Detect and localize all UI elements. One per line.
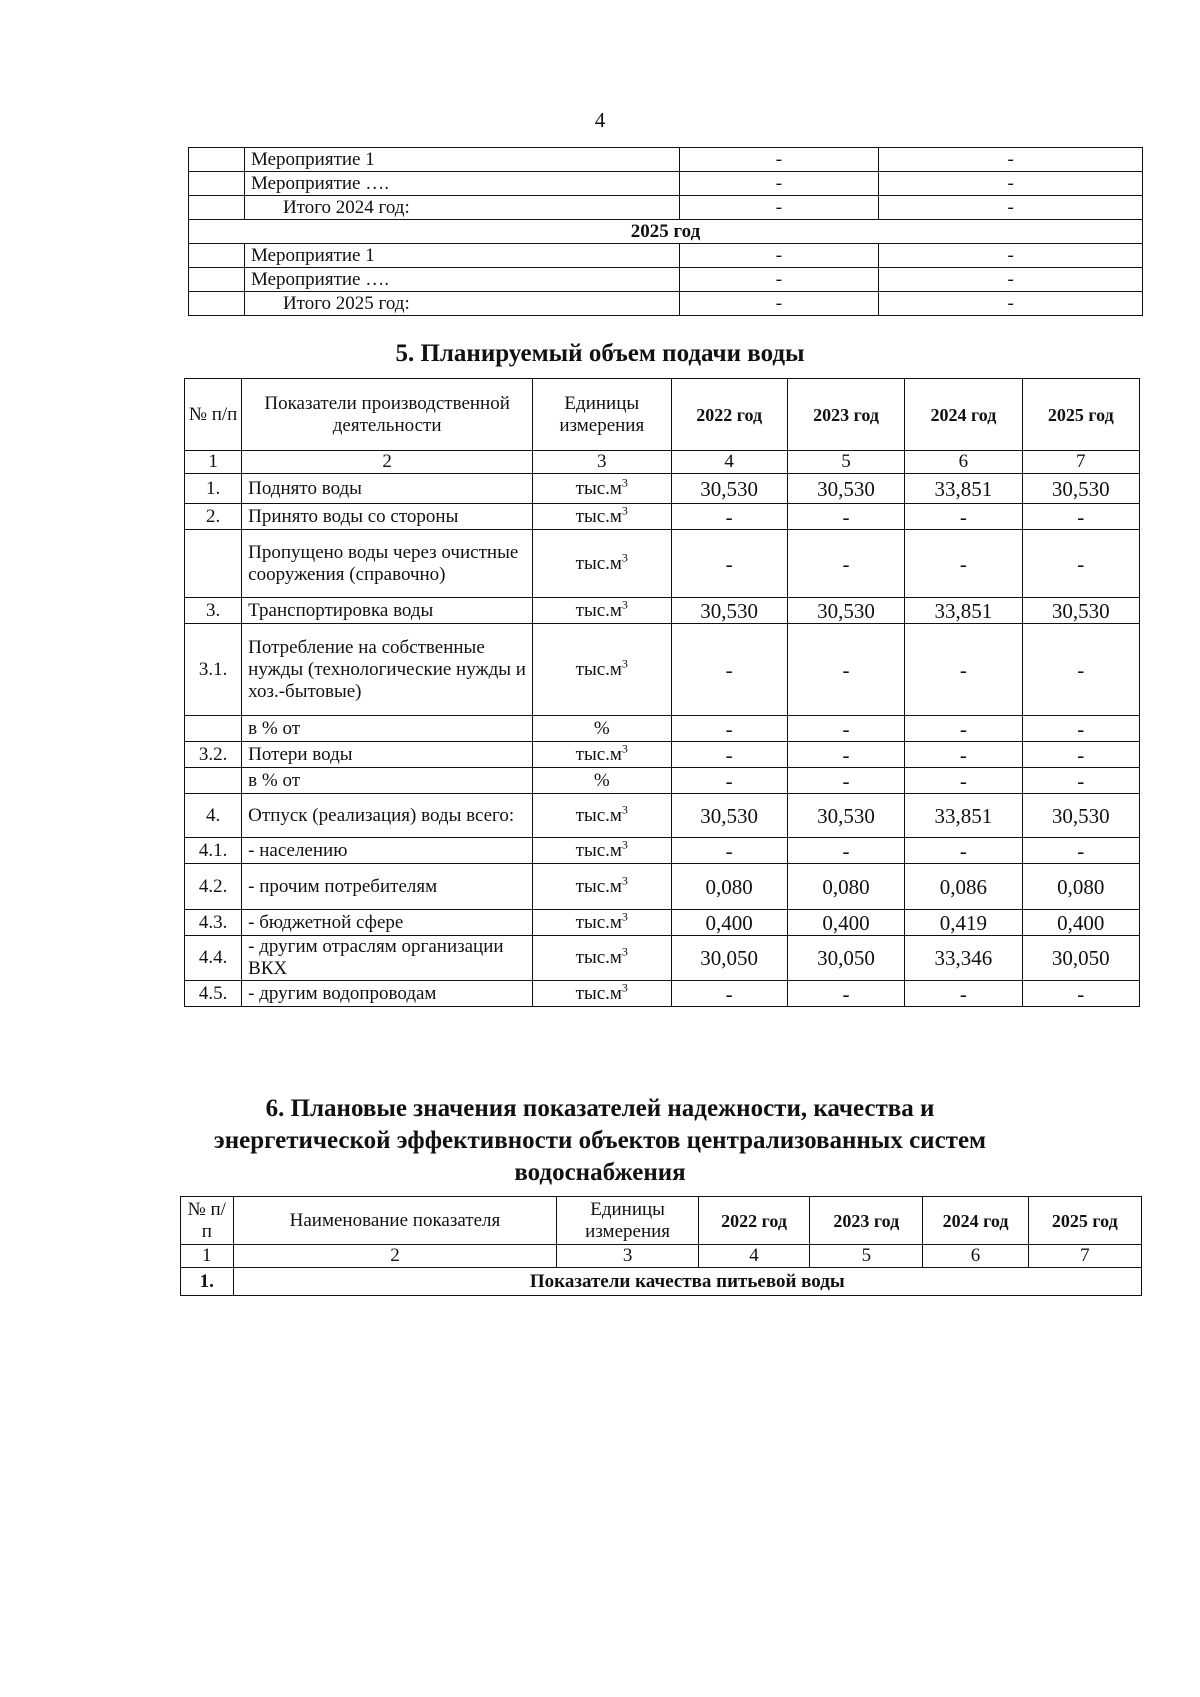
unit-cell	[533, 742, 671, 768]
value-2025: -	[1022, 981, 1139, 1007]
table-row	[185, 910, 1140, 936]
row-number: 3.1.	[185, 624, 242, 716]
section6-title-line1: 6. Плановые значения показателей надежности, качества и	[265, 1095, 935, 1122]
col-header-number: № п/п	[185, 379, 242, 451]
indicator-name: - другим отраслям организации ВКХ	[242, 936, 533, 981]
col-header-2024: 2024 год	[905, 379, 1022, 451]
unit-exponent: 3	[621, 909, 628, 924]
event-value: -	[679, 148, 879, 172]
indicators-table	[180, 1196, 1142, 1296]
row-number: 4.3.	[185, 910, 242, 936]
unit-cell	[533, 768, 671, 794]
event-label: Мероприятие ….	[244, 268, 679, 292]
col-header-2025: 2025 год	[1022, 379, 1139, 451]
col-header-unit: Единицы измерения	[533, 379, 671, 451]
value-2022: -	[671, 768, 787, 794]
indicator-name: Транспортировка воды	[242, 598, 533, 624]
value-2024: 33,851	[905, 794, 1022, 838]
row-number-empty	[189, 268, 245, 292]
col-header-2024: 2024 год	[923, 1197, 1028, 1245]
value-2023: 0,400	[787, 910, 904, 936]
indicator-name: Пропущено воды через очистные сооружения (справочно)	[242, 530, 533, 598]
value-2025: 0,080	[1022, 864, 1139, 910]
col-number: 2	[242, 451, 533, 474]
row-number: 4.	[185, 794, 242, 838]
value-2023: 30,530	[787, 474, 904, 504]
unit-exponent: 3	[621, 980, 628, 995]
unit-cell	[533, 910, 671, 936]
value-2025: 30,530	[1022, 794, 1139, 838]
col-header-unit: Единицы измерения	[557, 1197, 699, 1245]
row-number	[185, 716, 242, 742]
table-row	[185, 936, 1140, 981]
value-2025: 30,530	[1022, 598, 1139, 624]
column-number-row	[185, 451, 1140, 474]
unit-cell	[533, 838, 671, 864]
table-row	[189, 244, 1143, 268]
value-2023: 30,530	[787, 794, 904, 838]
unit-cell	[533, 936, 671, 981]
value-2024: -	[905, 838, 1022, 864]
table-row	[185, 504, 1140, 530]
unit-label: тыс.м	[575, 599, 622, 621]
value-2022: -	[671, 530, 787, 598]
table-row	[181, 1268, 1142, 1296]
row-number: 1.	[185, 474, 242, 504]
value-2024: 33,851	[905, 598, 1022, 624]
row-number-empty	[189, 148, 245, 172]
table-row	[185, 794, 1140, 838]
value-2025: 30,050	[1022, 936, 1139, 981]
row-number: 3.	[185, 598, 242, 624]
event-label: Итого 2024 год:	[244, 196, 679, 220]
header-row	[185, 379, 1140, 451]
value-2022: -	[671, 504, 787, 530]
col-number: 7	[1022, 451, 1139, 474]
table-row	[185, 838, 1140, 864]
event-value: -	[679, 268, 879, 292]
col-number: 5	[787, 451, 904, 474]
col-header-indicator: Показатели производственной деятельности	[242, 379, 533, 451]
table-row	[189, 292, 1143, 316]
value-2023: -	[787, 716, 904, 742]
col-header-number: № п/п	[181, 1197, 234, 1245]
value-2023: -	[787, 768, 904, 794]
page-number: 4	[594, 108, 606, 132]
event-value: -	[879, 196, 1143, 220]
table-row	[185, 598, 1140, 624]
value-2023: 0,080	[787, 864, 904, 910]
value-2022: -	[671, 981, 787, 1007]
row-number	[185, 530, 242, 598]
value-2023: -	[787, 624, 904, 716]
row-number-empty	[189, 292, 245, 316]
table-row	[189, 148, 1143, 172]
value-2022: 30,530	[671, 474, 787, 504]
value-2022: -	[671, 716, 787, 742]
event-label: Мероприятие 1	[244, 244, 679, 268]
indicator-name: - прочим потребителям	[242, 864, 533, 910]
value-2025: 30,530	[1022, 474, 1139, 504]
value-2025: -	[1022, 624, 1139, 716]
value-2023: -	[787, 530, 904, 598]
year-header: 2025 год	[189, 220, 1143, 244]
value-2024: -	[905, 624, 1022, 716]
value-2024: -	[905, 742, 1022, 768]
unit-label: тыс.м	[575, 658, 622, 680]
event-label: Итого 2025 год:	[244, 292, 679, 316]
section5-title: 5. Планируемый объем подачи воды	[395, 340, 805, 367]
value-2023: 30,530	[787, 598, 904, 624]
col-number: 2	[233, 1245, 557, 1268]
unit-exponent: 3	[621, 656, 628, 671]
row-number	[185, 768, 242, 794]
unit-cell	[533, 598, 671, 624]
table-row	[185, 768, 1140, 794]
row-number-empty	[189, 244, 245, 268]
value-2025: -	[1022, 838, 1139, 864]
table-row	[185, 474, 1140, 504]
col-header-2022: 2022 год	[698, 1197, 809, 1245]
event-value: -	[879, 268, 1143, 292]
value-2022: 30,530	[671, 598, 787, 624]
value-2023: -	[787, 504, 904, 530]
indicator-name: - другим водопроводам	[242, 981, 533, 1007]
unit-cell	[533, 794, 671, 838]
unit-cell	[533, 474, 671, 504]
row-number: 4.1.	[185, 838, 242, 864]
table-row	[185, 530, 1140, 598]
value-2024: 0,419	[905, 910, 1022, 936]
indicator-name: Отпуск (реализация) воды всего:	[242, 794, 533, 838]
unit-cell	[533, 864, 671, 910]
indicator-name: Потери воды	[242, 742, 533, 768]
value-2022: 30,050	[671, 936, 787, 981]
col-header-2025: 2025 год	[1028, 1197, 1141, 1245]
event-value: -	[679, 244, 879, 268]
col-header-2023: 2023 год	[787, 379, 904, 451]
unit-label: тыс.м	[575, 552, 622, 574]
unit-exponent: 3	[621, 475, 628, 490]
row-number: 4.2.	[185, 864, 242, 910]
table-row	[185, 624, 1140, 716]
unit-label: тыс.м	[575, 982, 622, 1004]
unit-exponent: 3	[621, 597, 628, 612]
col-number: 3	[533, 451, 671, 474]
event-value: -	[679, 196, 879, 220]
unit-label: тыс.м	[575, 804, 622, 826]
col-number: 7	[1028, 1245, 1141, 1268]
table-row	[185, 864, 1140, 910]
col-header-indicator-name: Наименование показателя	[233, 1197, 557, 1245]
unit-label: тыс.м	[575, 947, 622, 968]
unit-exponent: 3	[621, 741, 628, 756]
unit-cell	[533, 530, 671, 598]
row-number: 4.4.	[185, 936, 242, 981]
unit-cell	[533, 504, 671, 530]
indicator-name: Принято воды со стороны	[242, 504, 533, 530]
value-2024: -	[905, 530, 1022, 598]
event-value: -	[879, 244, 1143, 268]
unit-exponent: 3	[621, 550, 628, 565]
value-2025: -	[1022, 504, 1139, 530]
group-header-drinking-water-quality: Показатели качества питьевой воды	[233, 1268, 1141, 1296]
value-2025: -	[1022, 742, 1139, 768]
col-number: 1	[181, 1245, 234, 1268]
unit-label: %	[593, 769, 610, 791]
events-table	[188, 147, 1143, 316]
event-value: -	[679, 172, 879, 196]
unit-label: тыс.м	[575, 911, 622, 933]
value-2023: -	[787, 742, 904, 768]
value-2024: -	[905, 504, 1022, 530]
row-number: 2.	[185, 504, 242, 530]
unit-label: тыс.м	[575, 505, 622, 527]
value-2022: 30,530	[671, 794, 787, 838]
indicator-name: в % от	[242, 716, 533, 742]
table-row	[185, 981, 1140, 1007]
event-label: Мероприятие 1	[244, 148, 679, 172]
header-row	[181, 1197, 1142, 1245]
value-2022: 0,080	[671, 864, 787, 910]
table-row	[185, 716, 1140, 742]
value-2023: -	[787, 981, 904, 1007]
table-row	[189, 196, 1143, 220]
unit-label: тыс.м	[575, 743, 622, 765]
col-number: 6	[905, 451, 1022, 474]
value-2023: -	[787, 838, 904, 864]
unit-exponent: 3	[621, 837, 628, 852]
value-2025: -	[1022, 768, 1139, 794]
value-2022: -	[671, 838, 787, 864]
value-2024: -	[905, 981, 1022, 1007]
table-row	[189, 220, 1143, 244]
unit-exponent: 3	[621, 873, 628, 888]
event-value: -	[679, 292, 879, 316]
unit-label: тыс.м	[575, 839, 622, 861]
column-number-row	[181, 1245, 1142, 1268]
unit-label: тыс.м	[575, 477, 622, 499]
value-2024: 33,851	[905, 474, 1022, 504]
indicator-name: - бюджетной сфере	[242, 910, 533, 936]
col-number: 5	[810, 1245, 923, 1268]
indicator-name: Потребление на собственные нужды (технологические нужды и хоз.-бытовые)	[242, 624, 533, 716]
value-2025: -	[1022, 716, 1139, 742]
col-number: 1	[185, 451, 242, 474]
unit-cell	[533, 981, 671, 1007]
unit-label: тыс.м	[575, 875, 622, 897]
value-2024: 33,346	[905, 936, 1022, 981]
row-number-empty	[189, 172, 245, 196]
col-number: 4	[698, 1245, 809, 1268]
col-header-2023: 2023 год	[810, 1197, 923, 1245]
indicator-name: Поднято воды	[242, 474, 533, 504]
event-value: -	[879, 172, 1143, 196]
value-2022: -	[671, 742, 787, 768]
unit-cell	[533, 716, 671, 742]
value-2022: 0,400	[671, 910, 787, 936]
row-number: 4.5.	[185, 981, 242, 1007]
indicator-name: в % от	[242, 768, 533, 794]
col-number: 4	[671, 451, 787, 474]
value-2024: 0,086	[905, 864, 1022, 910]
event-value: -	[879, 148, 1143, 172]
unit-exponent: 3	[621, 944, 628, 959]
value-2023: 30,050	[787, 936, 904, 981]
table-row	[189, 172, 1143, 196]
value-2025: 0,400	[1022, 910, 1139, 936]
value-2025: -	[1022, 530, 1139, 598]
value-2024: -	[905, 768, 1022, 794]
value-2022: -	[671, 624, 787, 716]
value-2024: -	[905, 716, 1022, 742]
unit-exponent: 3	[621, 802, 628, 817]
col-number: 3	[557, 1245, 699, 1268]
section6-title-line2: энергетической эффективности объектов централизованных систем	[213, 1127, 987, 1154]
col-number: 6	[923, 1245, 1028, 1268]
water-supply-table	[184, 378, 1140, 1007]
unit-cell	[533, 624, 671, 716]
unit-label: %	[593, 717, 610, 739]
row-number-empty	[189, 196, 245, 220]
indicator-name: - населению	[242, 838, 533, 864]
event-label: Мероприятие ….	[244, 172, 679, 196]
row-number: 3.2.	[185, 742, 242, 768]
row-number: 1.	[181, 1268, 234, 1296]
col-header-2022: 2022 год	[671, 379, 787, 451]
table-row	[185, 742, 1140, 768]
table-row	[189, 268, 1143, 292]
unit-exponent: 3	[621, 503, 628, 518]
section6-title-line3: водоснабжения	[514, 1159, 686, 1186]
event-value: -	[879, 292, 1143, 316]
